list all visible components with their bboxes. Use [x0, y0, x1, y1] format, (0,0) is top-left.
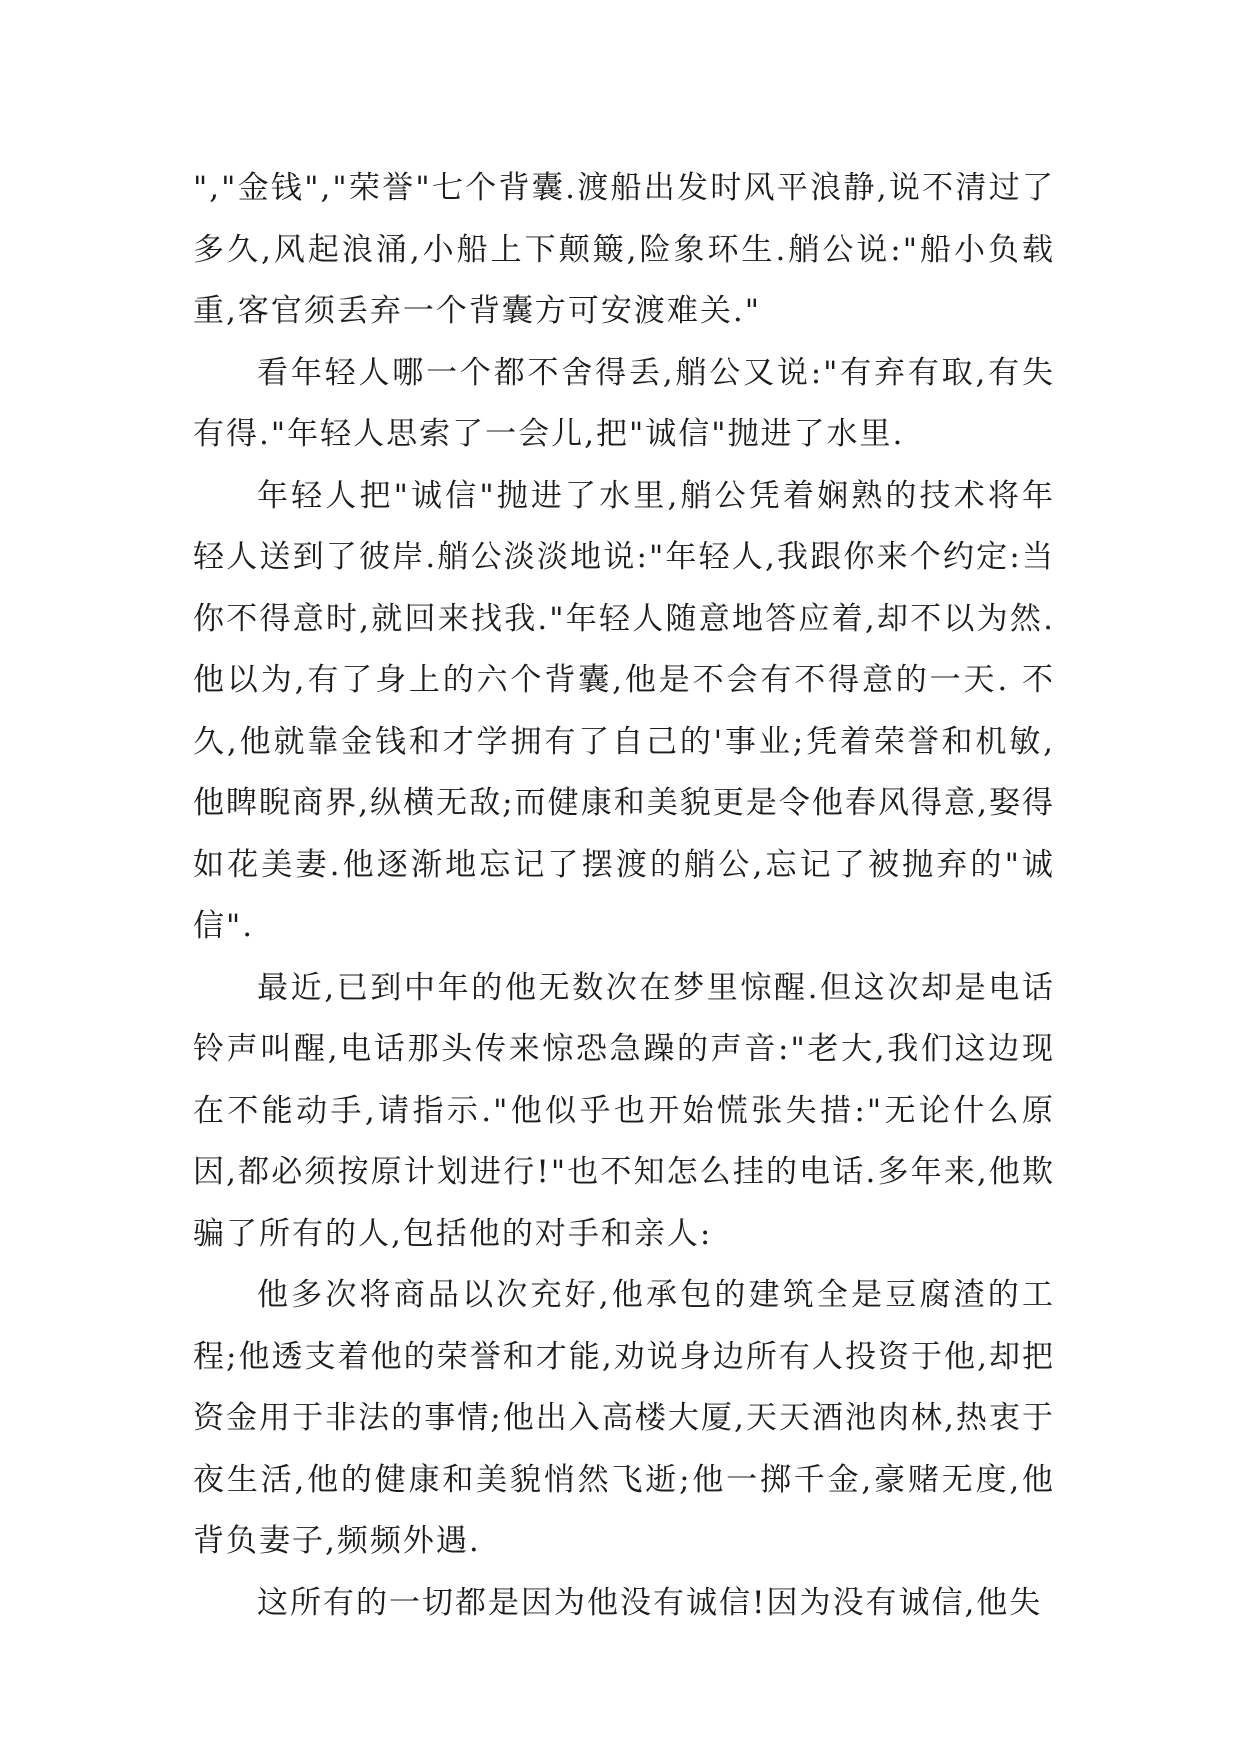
paragraph-2: 看年轻人哪一个都不舍得丢,艄公又说:"有弃有取,有失有得."年轻人思索了一会儿,把"诚信"抛进了水里.: [193, 354, 1055, 452]
paragraph-4: 最近,已到中年的他无数次在梦里惊醒.但这次却是电话铃声叫醒,电话那头传来惊恐急躁的声音:"老大,我们这边现在不能动手,请指示."他似乎也开始慌张失措:"无论什么原因,都必须按原计划进行!"也不知怎么挂的电话.多年来,他欺骗了所有的人,包括他的对手和亲人:: [193, 969, 1055, 1252]
paragraph-3: 年轻人把"诚信"抛进了水里,艄公凭着娴熟的技术将年轻人送到了彼岸.艄公淡淡地说:"年轻人,我跟你来个约定:当你不得意时,就回来找我."年轻人随意地答应着,却不以为然.他以为,有了身上的六个背囊,他是不会有不得意的一天. 不久,他就靠金钱和才学拥有了自己的'事业;凭着荣誉和机敏,他睥睨商界,纵横无敌;而健康和美貌更是令他春风得意,娶得如花美妻.他逐渐地忘记了摆渡的艄公,忘记了被抛弃的"诚信".: [193, 477, 1055, 944]
article-body: [193, 158, 1055, 1634]
paragraph-6: 这所有的一切都是因为他没有诚信!因为没有诚信,他失: [257, 1584, 1043, 1621]
paragraph-1: ","金钱","荣誉"七个背囊.渡船出发时风平浪静,说不清过了多久,风起浪涌,小船上下颠簸,险象环生.艄公说:"船小负载重,客官须丢弃一个背囊方可安渡难关.": [193, 170, 1055, 329]
paragraph-5: 他多次将商品以次充好,他承包的建筑全是豆腐渣的工程;他透支着他的荣誉和才能,劝说身边所有人投资于他,却把资金用于非法的事情;他出入高楼大厦,天天酒池肉林,热衷于夜生活,他的健康和美貌悄然飞逝;他一掷千金,豪赌无度,他背负妻子,频频外遇.: [193, 1277, 1055, 1559]
